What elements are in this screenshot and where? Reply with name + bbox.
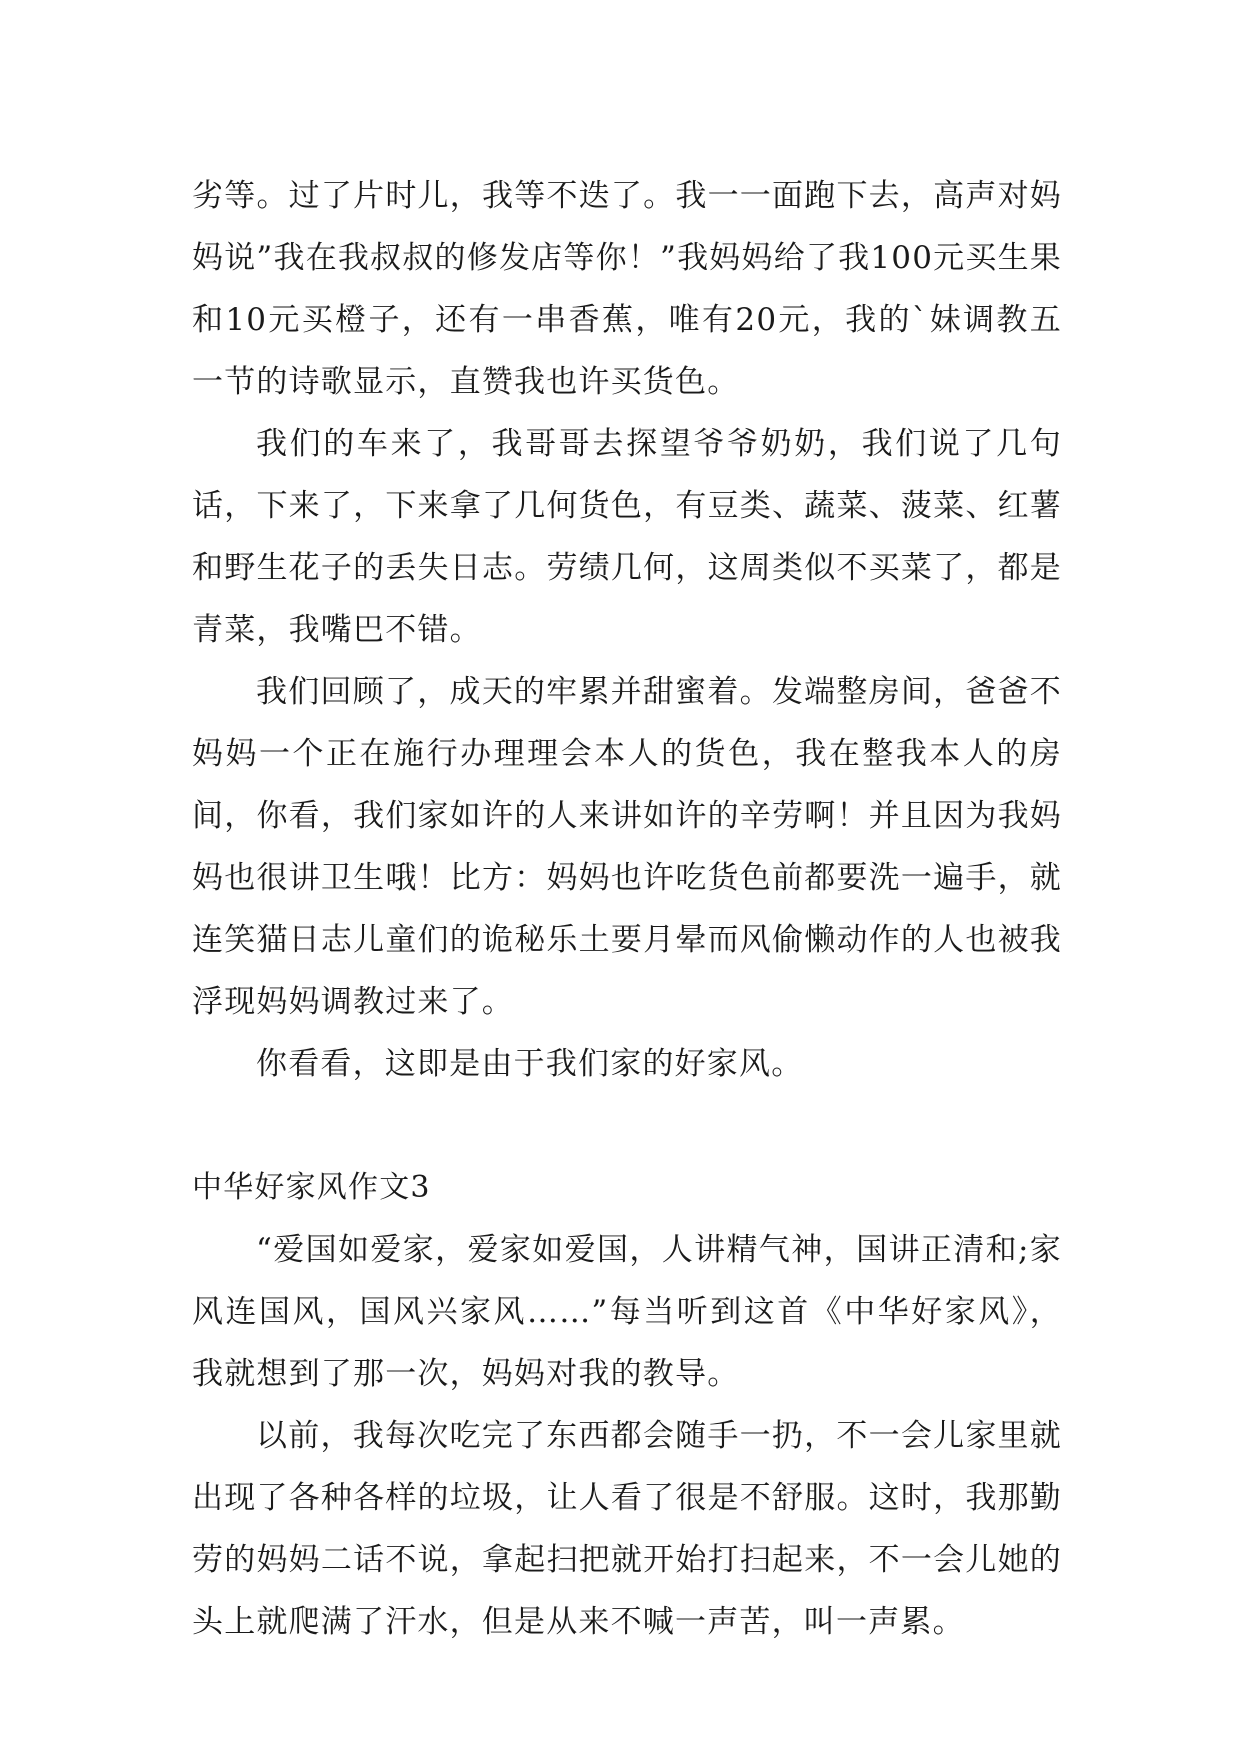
paragraph-2: 我们的车来了，我哥哥去探望爷爷奶奶，我们说了几句话，下来了，下来拿了几何货色，有豆类、蔬菜、菠菜、红薯和野生花子的丢失日志。劳绩几何，这周类似不买菜了，都是青菜，我嘴巴不错。 <box>192 426 1062 648</box>
paragraph-4: 你看看，这即是由于我们家的好家风。 <box>256 1046 804 1082</box>
paragraph-6: 以前，我每次吃完了东西都会随手一扔，不一会儿家里就出现了各种各样的垃圾，让人看了很是不舒服。这时，我那勤劳的妈妈二话不说，拿起扫把就开始打扫起来，不一会儿她的头上就爬满了汗水，但是从来不喊一声苦，叫一声累。 <box>192 1418 1062 1640</box>
paragraph-3: 我们回顾了，成天的牢累并甜蜜着。发端整房间，爸爸不妈妈一个正在施行办理理会本人的货色，我在整我本人的房间，你看，我们家如许的人来讲如许的辛劳啊！并且因为我妈妈也很讲卫生哦！比方：妈妈也许吃货色前都要洗一遍手，就连笑猫日志儿童们的诡秘乐土要月晕而风偷懒动作的人也被我浮现妈妈调教过来了。 <box>192 674 1062 1020</box>
paragraph-1: 劣等。过了片时儿，我等不迭了。我一一面跑下去，高声对妈妈说”我在我叔叔的修发店等你！”我妈妈给了我100元买生果和10元买橙子，还有一串香蕉，唯有20元，我的`妹调教五一节的诗歌显示，直赞我也许买货色。 <box>192 178 1062 400</box>
section-heading: 中华好家风作文3 <box>192 1170 431 1205</box>
paragraph-5: “爱国如爱家，爱家如爱国，人讲精气神，国讲正清和;家风连国风，国风兴家风……”每当听到这首《中华好家风》，我就想到了那一次，妈妈对我的教导。 <box>192 1232 1062 1392</box>
document-body <box>192 165 1062 1653</box>
